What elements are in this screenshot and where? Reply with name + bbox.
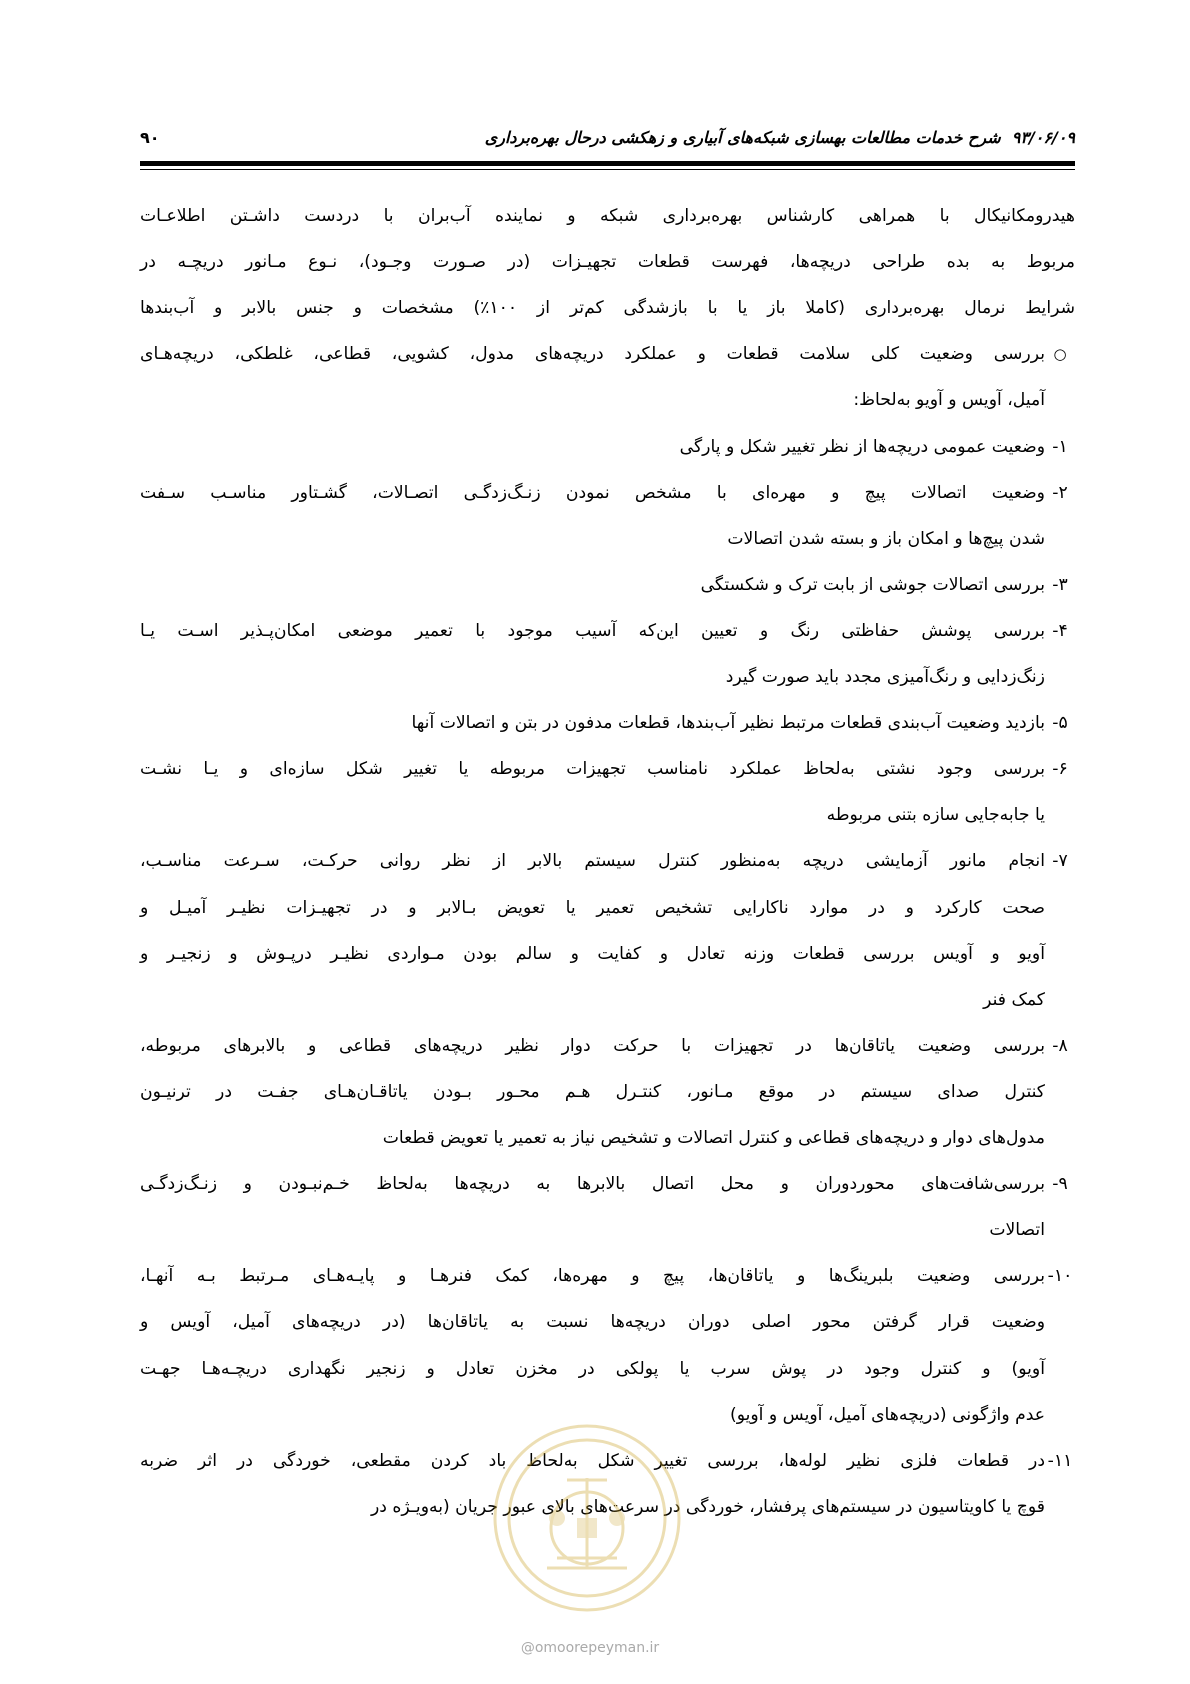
list-item-number: ۹- (1052, 1174, 1068, 1195)
page-header (140, 128, 1075, 152)
line-text: بررسی پوشش حفاظتی رنگ و تعیین این‌که آسیب موجود با تعمیر موضعی امکان‌پـذیر اسـت یـا (140, 620, 1045, 641)
list-item-number: ۱۱- (1047, 1450, 1073, 1471)
line-text: صحت کارکرد و در موارد ناکارایی تشخیص تعمیر یا تعویض بـالابر و در تجهیـزات نظیـر آمیـل و (140, 897, 1045, 918)
line-text: بررسی اتصالات جوشی از بابت ترک و شکستگی (700, 574, 1045, 595)
intro-line (140, 247, 1075, 277)
list-item-number: ۱- (1052, 436, 1068, 457)
list-item-line (140, 708, 1075, 738)
list-item-number: ۵- (1052, 713, 1068, 734)
bullet-line (140, 339, 1075, 369)
header-date: ۹۳/۰۶/۰۹ (1011, 128, 1075, 147)
list-item-line (140, 1169, 1075, 1199)
line-text: هیدرومکانیکال با همراهی کارشناس بهره‌برداری شبکه و نماینده آب‌بران با دردست داشـتن اطلاعـات (140, 206, 1075, 226)
line-text: یا جابه‌جایی سازه بتنی مربوطه (826, 805, 1045, 826)
line-text: بررسی وجود نشتی به‌لحاظ عملکرد نامناسب تجهیزات مربوطه یا تغییر شکل سازه‌ای و یـا نشـت (140, 759, 1045, 780)
header-rule-thin (140, 169, 1075, 170)
bullet-symbol: ○ (1053, 345, 1067, 364)
document-body (140, 201, 1075, 1517)
line-text: کنترل صدای سیستم در موقع مـانور، کنتـرل هـم محـور بـودن یاتاقـان‌هـای جفـت در ترنیـون (140, 1081, 1045, 1102)
seal-watermark (487, 1418, 687, 1618)
line-text: شرایط نرمال بهره‌برداری (کاملا باز یا با بازشدگی کم‌تر از ۱۰۰٪) مشخصات و جنس بالابر و آب‌بندها (140, 298, 1075, 319)
list-item-line (140, 432, 1075, 462)
header-rule-thick (140, 161, 1075, 166)
line-text: شدن پیچ‌ها و امکان باز و بسته شدن اتصالات (727, 528, 1045, 549)
list-item-line (140, 616, 1075, 646)
list-item-line (140, 478, 1075, 508)
list-item-number: ۶- (1052, 759, 1068, 780)
list-item-line (140, 1261, 1075, 1291)
website-watermark: @omoorepeyman.ir (520, 1640, 660, 1656)
page-number: ۹۰ (140, 128, 160, 147)
list-item-number: ۸- (1052, 1035, 1068, 1056)
intro-line (140, 293, 1075, 323)
list-item-number: ۱۰- (1047, 1266, 1073, 1287)
list-item-number: ۴- (1052, 620, 1068, 641)
line-text: آویو) و کنترل وجود در پوش سرب یا پولکی در مخزن تعادل و زنجیر نگهداری دریچـه‌هـا جهـت (140, 1358, 1045, 1379)
line-text: آویو و آویس بررسی قطعات وزنه تعادل و کفایت و سالم بودن مـواردی نظیـر درپـوش و زنجیـر و (140, 943, 1045, 964)
line-text: بررسی‌شافت‌های محوردوران و محل اتصال بالابرها به دریچه‌ها به‌لحاظ خـم‌نبـودن و زنـگ‌زدگـی (140, 1174, 1045, 1195)
list-item-number: ۳- (1052, 574, 1068, 595)
line-text: اتصالات (989, 1220, 1045, 1241)
list-item-line (140, 1307, 1075, 1337)
line-text: آمیل، آویس و آویو به‌لحاظ: (853, 390, 1045, 411)
list-item-line (140, 570, 1075, 600)
list-item-line (140, 1123, 1075, 1153)
list-item-line (140, 662, 1075, 692)
list-item-line (140, 1031, 1075, 1061)
line-text: وضعیت قرار گرفتن محور اصلی دوران دریچه‌ها نسبت به یاتاقان‌ها (در دریچه‌های آمیل، آویس و (140, 1312, 1045, 1333)
header-title (485, 128, 1075, 147)
line-text: بررسی وضعیت یاتاقان‌ها در تجهیزات با حرکت دوار نظیر دریچه‌های قطاعی و بالابرهای مربوطه، (140, 1035, 1045, 1056)
list-item-line (140, 1215, 1075, 1245)
line-text: بازدید وضعیت آب‌بندی قطعات مرتبط نظیر آب‌بندها، قطعات مدفون در بتن و اتصالات آنها (411, 713, 1045, 734)
list-item-line (140, 939, 1075, 969)
list-item-line (140, 524, 1075, 554)
line-text: انجام مانور آزمایشی دریچه به‌منظور کنترل سیستم بالابر از نظر روانی حرکـت، سـرعت مناسـب، (140, 851, 1045, 872)
intro-line (140, 201, 1075, 231)
list-item-line (140, 1354, 1075, 1384)
list-item-line (140, 985, 1075, 1015)
line-text: بررسی وضعیت بلبرینگ‌ها و یاتاقان‌ها، پیچ و مهره‌ها، کمک فنرهـا و پایـه‌هـای مـرتبط بـه آنهـا، (140, 1266, 1045, 1287)
list-item-number: ۲- (1052, 482, 1068, 503)
list-item-line (140, 754, 1075, 784)
list-item-number: ۷- (1052, 851, 1068, 872)
line-text: وضعیت اتصالات پیچ و مهره‌ای با مشخص نمودن زنـگ‌زدگـی اتصـالات، گشـتاور مناسـب سـفت (140, 482, 1045, 503)
line-text: وضعیت عمومی دریچه‌ها از نظر تغییر شکل و پارگی (679, 436, 1045, 457)
line-text: قوچ یا کاویتاسیون در سیستم‌های پرفشار، خوردگی در سرعت‌های بالای عبور جریان (به‌ویـژه در (370, 1496, 1045, 1517)
list-item-line (140, 846, 1075, 876)
list-item-line (140, 893, 1075, 923)
list-item-line (140, 1077, 1075, 1107)
bullet-line (140, 385, 1075, 415)
line-text: مربوط به بده طراحی دریچه‌ها، فهرست قطعات تجهیـزات (در صـورت وجـود)، نـوع مـانور دریچـه در (140, 252, 1075, 273)
list-item-line (140, 800, 1075, 830)
line-text: کمک فنر (983, 989, 1045, 1010)
line-text: مدول‌های دوار و دریچه‌های قطاعی و کنترل اتصالات و تشخیص نیاز به تعمیر یا تعویض قطعات (382, 1128, 1045, 1148)
header-title-text: شرح خدمات مطالعات بهسازی شبکه‌های آبیاری و زهکشی درحال بهره‌برداری (484, 128, 1001, 147)
line-text: زنگ‌زدایی و رنگ‌آمیزی مجدد باید صورت گیرد (725, 667, 1045, 687)
line-text: عدم واژگونی (دریچه‌های آمیل، آویس و آویو) (730, 1404, 1045, 1425)
line-text: در قطعات فلزی نظیر لوله‌ها، بررسی تغییر شکل به‌لحاظ باد کردن مقطعی، خوردگی در اثر ضربه (140, 1450, 1045, 1471)
line-text: بررسی وضعیت کلی سلامت قطعات و عملکرد دریچه‌های مدول، کشویی، قطاعی، غلطکی، دریچه‌هـای (140, 344, 1045, 365)
